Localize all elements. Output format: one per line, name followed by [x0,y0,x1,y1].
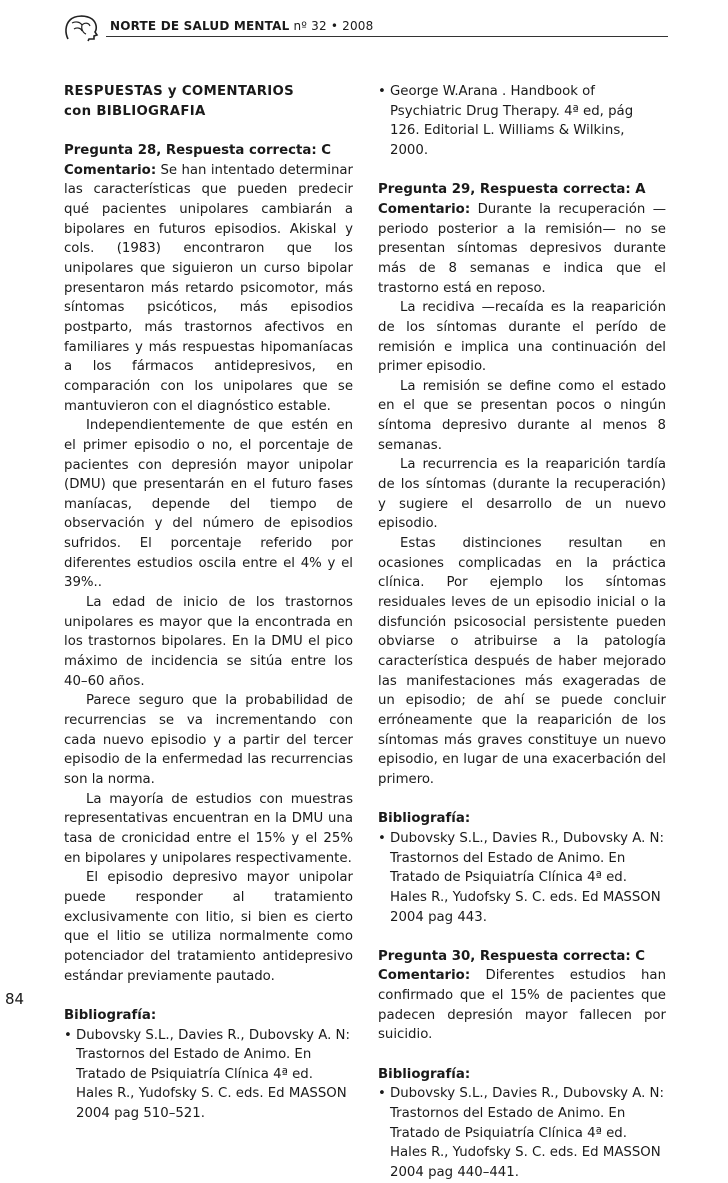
section-title-line-2: con BIBLIOGRAFIA [64,104,206,119]
question-28-paragraph-4: Parece seguro que la probabilidad de recurrencias se va incrementando con cada nuevo episodio y a partir del tercer episodio de la enfermedad las recurrencias son la norma. [64,693,353,787]
bibliography-item: • Dubovsky S.L., Davies R., Dubovsky A. N: Trastornos del Estado de Animo. En Tratado de Psiquiatría Clínica 4ª ed. Hales R., Yudofsky S. C. eds. Ed MASSON 2004 pag 443. [378,829,666,927]
bibliography-list-continued [378,82,666,161]
question-28-paragraph-1 [64,161,353,417]
header-rule [106,36,668,37]
question-28-paragraph-5: La mayoría de estudios con muestras representativas encuentran en la DMU una tasa de cronicidad entre el 15% y el 25% en bipolares y unipolares respectivamente. [64,791,353,866]
spacer [378,1045,666,1065]
bibliography-heading: Bibliografía: [378,811,471,827]
bibliography-item: • George W.Arana . Handbook of Psychiatric Drug Therapy. 4ª ed, pág 126. Editorial L. Williams & Wilkins, 2000. [378,82,666,161]
comentario-label: Comentario: [64,162,157,178]
question-29-paragraph-3: La remisión se define como el estado en el que se presentan pocos o ningún síntoma depresivo durante al menos 8 semanas. [378,378,666,453]
question-30-paragraph-1 [378,966,666,1045]
paragraph-text: Se han intentado determinar las características que pueden predecir qué pacientes unipolares cambiarán a bipolares en futuros episodios. Akiskal y cols. (1983) encontraron que los unipolares que siguieron un curso bipolar presentaron más retardo psicomotor, más síntomas psicóticos, más episodios postparto, más trastornos afectivos en familiares y más respuestas hipomaníacas a los fármacos antidepresivos, en comparación con los unipolares que se mantuvieron con el diagnóstico estable. [64,162,353,414]
question-30-heading: Pregunta 30, Respuesta correcta: C [378,948,646,964]
bibliography-list [378,829,666,927]
bibliography-item: • Dubovsky S.L., Davies R., Dubovsky A. N: Trastornos del Estado de Animo. En Tratado de Psiquiatría Clínica 4ª ed. Hales R., Yudofsky S. C. eds. Ed MASSON 2004 pag 440–441. [378,1084,666,1182]
question-29-paragraph-1 [378,200,666,298]
question-28-heading: Pregunta 28, Respuesta correcta: C [64,143,332,158]
question-29-heading: Pregunta 29, Respuesta correcta: A [378,182,646,198]
bibliography-heading: Bibliografía: [378,1066,471,1082]
bibliography-item: • Dubovsky S.L., Davies R., Dubovsky A. N: Trastornos del Estado de Animo. En Tratado de Psiquiatría Clínica 4ª ed. Hales R., Yudofsky S. C. eds. Ed MASSON 2004 pag 510–521. [64,1026,353,1124]
bibliography-heading: Bibliografía: [64,1007,157,1023]
question-28-paragraph-2: Independientemente de que estén en el primer episodio o no, el porcentaje de pacientes con depresión mayor unipolar (DMU) que presentarán en el futuro fases maníacas, depende del tiempo de observación y del número de episodios sufridos. El porcentaje referido por diferentes estudios oscila entre el 4% y el 39%.. [64,418,353,591]
question-28-paragraph-3: La edad de inicio de los trastornos unipolares es mayor que la encontrada en los trastornos bipolares. En la DMU el pico máximo de incidencia se sitúa entre los 40–60 años. [64,595,353,689]
comentario-label: Comentario: [378,201,471,217]
section-title-line-1: RESPUESTAS y COMENTARIOS [64,84,295,99]
journal-name: NORTE DE SALUD MENTAL [110,19,290,33]
paragraph-text: Diferentes estudios han confirmado que el 15% de pacientes que padecen depresión mayor fallecen por suicidio. [378,968,666,1043]
paragraph-text: Durante la recuperación —periodo posterior a la remisión— no se presentan síntomas depresivos durante más de 8 semanas e indica que el trastorno está en reposo. [378,201,666,296]
bibliography-list [64,1026,353,1124]
question-29-paragraph-2: La recidiva —recaída es la reaparición de los síntomas durante el perído de remisión e implica una continuación del primer episodio. [378,300,666,375]
comentario-label: Comentario: [378,968,471,984]
journal-issue: nº 32 • 2008 [289,19,374,33]
journal-title [110,19,373,33]
running-header [62,9,668,49]
left-column [64,82,353,1124]
spacer [64,986,353,1006]
question-28-paragraph-6: El episodio depresivo mayor unipolar puede responder al tratamiento exclusivamente con litio, si bien es cierto que el litio se utiliza normalmente como potenciador del tratamiento antidepresivo estándar previamente pautado. [64,870,353,984]
right-column [378,82,666,1183]
bibliography-list [378,1084,666,1182]
question-29-paragraph-5: Estas distinciones resultan en ocasiones complicadas en la práctica clínica. Por ejemplo los síntomas residuales leves de un episodio inicial o la disfunción psicosocial persistente pueden obviarse o atribuirse a la patología característica después de haber mejorado las manifestaciones más exageradas de un episodio; de ahí se puede concluir erróneamente que la reaparición de los síntomas más graves constituye un nuevo episodio, en lugar de una exacerbación del primero. [378,536,666,787]
spacer [378,790,666,810]
spacer [378,927,666,947]
head-profile-logo-icon [62,13,100,43]
question-29-paragraph-4: La recurrencia es la reaparición tardía de los síntomas (durante la recuperación) y sugiere el desarrollo de un nuevo episodio. [378,457,666,532]
spacer [378,161,666,181]
page-number: 84 [5,990,25,1008]
